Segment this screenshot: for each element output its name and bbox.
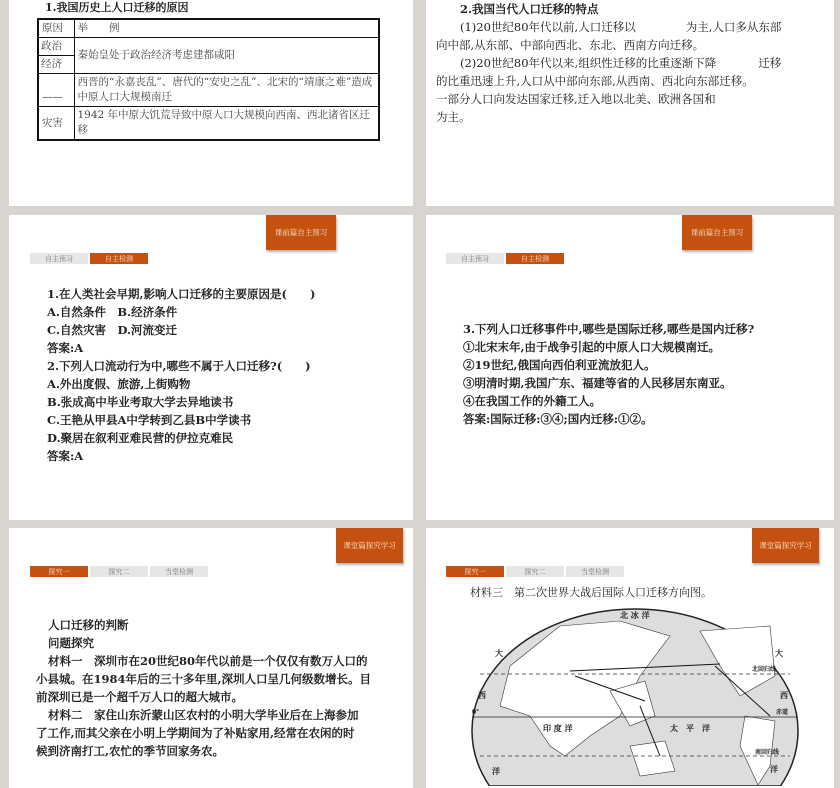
text: A.自然条件 B.经济条件	[47, 305, 178, 319]
text: 答案:A	[47, 341, 84, 355]
label-atlantic: 洋	[492, 766, 500, 776]
tab-class-test[interactable]: 当堂检测	[150, 566, 208, 577]
text: 的比重迅速上升,人口从中部向东部,从西南、西北向东部迁移。	[436, 74, 754, 88]
heading: 2.我国当代人口迁移的特点	[460, 2, 599, 16]
map-caption: 材料三 第二次世界大战后国际人口迁移方向图。	[470, 586, 712, 599]
text: ④在我国工作的外籍工人。	[463, 394, 601, 408]
text: 答案:A	[47, 449, 84, 463]
text: 材料一 深圳市在20世纪80年代以前是一个仅仅有数万人口的	[48, 654, 368, 668]
tab-bar	[30, 566, 208, 577]
slide-heading: 1.我国历史上人口迁移的原因	[45, 1, 189, 14]
text: ②19世纪,俄国向西伯利亚流放犯人。	[463, 358, 656, 372]
cause-cell: ——	[38, 74, 74, 107]
text: ①北宋末年,由于战争引起的中原人口大规模南迁。	[463, 340, 721, 354]
text: 为主。	[436, 110, 471, 124]
slide-4[interactable]	[426, 215, 834, 520]
text: 1.在人类社会早期,影响人口迁移的主要原因是( )	[47, 287, 316, 301]
cause-cell: 经济	[41, 58, 62, 70]
tab-preview[interactable]: 自主预习	[30, 253, 88, 264]
question-list	[463, 320, 754, 428]
slide-3[interactable]	[9, 215, 413, 520]
example-cell: 西晋的“永嘉丧乱”、唐代的“安史之乱”、北宋的“靖康之难”造成中原人口大规模南迁	[74, 74, 379, 107]
text: A.外出度假、旅游,上街购物	[47, 377, 191, 391]
tab-self-test[interactable]: 自主检测	[506, 253, 564, 264]
label-pacific: 太 平 洋	[670, 723, 710, 733]
text: ③明清时期,我国广东、福建等省的人民移居东南亚。	[463, 376, 732, 390]
tab-inquiry-2[interactable]: 探究二	[506, 566, 564, 577]
section-tag: 课堂篇探究学习	[752, 528, 819, 563]
question-list	[47, 285, 315, 465]
text: 为主,人口多从东部	[685, 20, 782, 34]
slide-body	[436, 0, 781, 126]
text: 材料二 家住山东沂蒙山区农村的小明大学毕业后在上海参加	[48, 708, 359, 722]
label-atlantic: 西	[478, 690, 486, 700]
section-tag: 课前篇自主预习	[682, 215, 752, 250]
example-cell: 1942 年中原大饥荒导致中原人口大规模向西南、西北诸省区迁移	[74, 107, 379, 141]
text: 问题探究	[48, 636, 94, 650]
label-atlantic: 西	[780, 690, 788, 700]
text: 了工作,而其父亲在小明上学期间为了补贴家用,经常在农闲的时	[36, 726, 355, 740]
label-zero-degree: 0°	[472, 709, 480, 716]
cause-cell: 政治	[39, 38, 74, 56]
label-tropic-north: 北回归线	[752, 666, 777, 673]
tab-inquiry-2[interactable]: 探究二	[90, 566, 148, 577]
text: 人口迁移的判断	[48, 618, 129, 632]
text: 迁移	[758, 56, 782, 70]
slide-1[interactable]	[9, 0, 413, 206]
label-equator: 赤道	[776, 709, 789, 716]
label-indian-ocean: 印 度 洋	[543, 723, 573, 733]
label-tropic-south: 南回归线	[755, 749, 780, 756]
slide-6[interactable]	[426, 528, 834, 788]
tab-inquiry-1[interactable]: 探究一	[30, 566, 88, 577]
table-header: 举 例	[74, 19, 379, 38]
text: 小县城。在1984年后的三十多年里,深圳人口呈几何级数增长。目	[36, 672, 372, 686]
label-atlantic: 大	[775, 648, 783, 658]
text: 候到济南打工,农忙的季节回家务农。	[36, 744, 225, 758]
text: B.张成高中毕业考取大学去异地读书	[47, 395, 234, 409]
tab-bar	[446, 566, 624, 577]
tab-bar	[446, 253, 564, 264]
slide-2[interactable]	[426, 0, 834, 206]
tab-bar	[30, 253, 148, 264]
text: D.聚居在叙利亚难民营的伊拉克难民	[47, 431, 234, 445]
section-tag: 课堂篇探究学习	[336, 528, 403, 563]
table-header: 原因	[38, 19, 74, 38]
text: 2.下列人口流动行为中,哪些不属于人口迁移?( )	[47, 359, 311, 373]
section-tag: 课前篇自主预习	[266, 215, 336, 250]
migration-causes-table	[37, 18, 380, 141]
text: C.王艳从甲县A中学转到乙县B中学读书	[47, 413, 252, 427]
example-cell: 秦始皇处于政治经济考虑建都咸阳	[74, 38, 379, 74]
label-arctic: 北 冰 洋	[620, 610, 650, 620]
label-atlantic: 洋	[770, 764, 778, 774]
text: 一部分人口向发达国家迁移,迁入地以北美、欧洲各国和	[436, 92, 716, 106]
label-atlantic: 大	[495, 648, 503, 658]
text: 向中部,从东部、中部向西北、东北、西南方向迁移。	[436, 38, 705, 52]
text: 前深圳已是一个超千万人口的超大城市。	[36, 690, 243, 704]
slide-5[interactable]	[9, 528, 413, 788]
text: 答案:国际迁移:③④;国内迁移:①②。	[463, 412, 653, 426]
text: (1)20世纪80年代以前,人口迁移以	[460, 20, 636, 34]
text: C.自然灾害 D.河流变迁	[47, 323, 178, 337]
text: 3.下列人口迁移事件中,哪些是国际迁移,哪些是国内迁移?	[463, 322, 755, 336]
tab-self-test[interactable]: 自主检测	[90, 253, 148, 264]
tab-class-test[interactable]: 当堂检测	[566, 566, 624, 577]
cause-cell: 灾害	[38, 107, 74, 141]
tab-inquiry-1[interactable]: 探究一	[446, 566, 504, 577]
inquiry-text	[36, 616, 371, 760]
text: (2)20世纪80年代以来,组织性迁移的比重逐渐下降	[460, 56, 717, 70]
world-migration-map	[470, 606, 800, 786]
tab-preview[interactable]: 自主预习	[446, 253, 504, 264]
